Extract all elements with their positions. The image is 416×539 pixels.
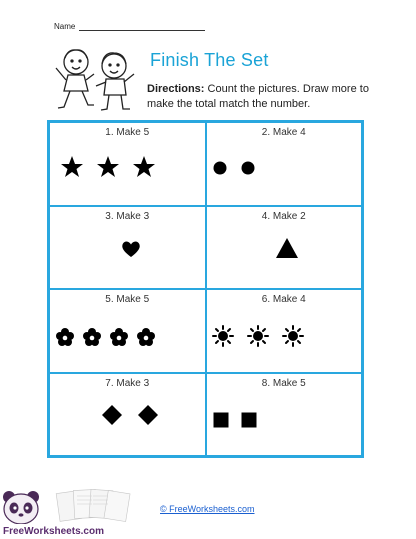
freeworksheets-link[interactable]: © FreeWorksheets.com [160, 504, 255, 514]
star-icon [60, 155, 84, 179]
shape-set [212, 325, 304, 347]
problem-label: 8. Make 5 [261, 377, 306, 389]
triangle-icon [275, 237, 299, 259]
name-label: Name [54, 22, 76, 31]
problem-label: 6. Make 4 [261, 294, 306, 305]
problem-cell-1[interactable] [49, 122, 206, 206]
directions-label: Directions: [147, 83, 205, 95]
problem-cell-2[interactable] [206, 122, 363, 206]
diamond-icon [137, 404, 159, 426]
square-icon [213, 412, 229, 428]
diamond-icon [101, 404, 123, 426]
name-field-row [54, 22, 205, 31]
problem-cell-7[interactable] [49, 373, 206, 457]
shape-set [213, 161, 255, 175]
square-icon [241, 412, 257, 428]
kids-illustration [52, 44, 140, 114]
problem-cell-8[interactable] [206, 373, 363, 457]
logo-text: FreeWorksheets.com [3, 526, 104, 537]
shape-set [101, 404, 159, 426]
problem-label: 5. Make 5 [105, 294, 150, 305]
star-icon [132, 155, 156, 179]
sun-icon [247, 325, 269, 347]
shape-set [275, 237, 299, 259]
problem-label: 2. Make 4 [261, 127, 306, 138]
sun-icon [212, 325, 234, 347]
page-title: Finish The Set [150, 50, 269, 70]
heart-icon [121, 239, 141, 259]
problem-label: 7. Make 3 [105, 377, 150, 389]
shape-set [121, 239, 141, 259]
directions-body: Count the pictures. Draw more to make the total match the number. [147, 83, 369, 110]
circle-icon [241, 161, 255, 175]
problem-cell-4[interactable] [206, 206, 363, 290]
freeworksheets-logo [0, 478, 150, 539]
circle-icon [213, 161, 227, 175]
problem-label: 4. Make 2 [261, 210, 306, 222]
shape-set [60, 155, 156, 179]
sun-icon [282, 325, 304, 347]
problem-label: 3. Make 3 [105, 210, 150, 222]
flower-icon [83, 328, 101, 346]
shape-set [213, 412, 257, 428]
problem-label: 1. Make 5 [105, 127, 150, 138]
shape-set [56, 328, 155, 346]
flower-icon [56, 328, 74, 346]
star-icon [96, 155, 120, 179]
flower-icon [137, 328, 155, 346]
problem-cell-5[interactable] [49, 289, 206, 373]
worksheet-grid [47, 120, 364, 458]
directions-text [147, 82, 382, 112]
problem-cell-3[interactable] [49, 206, 206, 290]
problem-cell-6[interactable] [206, 289, 363, 373]
name-line[interactable] [79, 22, 205, 31]
flower-icon [110, 328, 128, 346]
